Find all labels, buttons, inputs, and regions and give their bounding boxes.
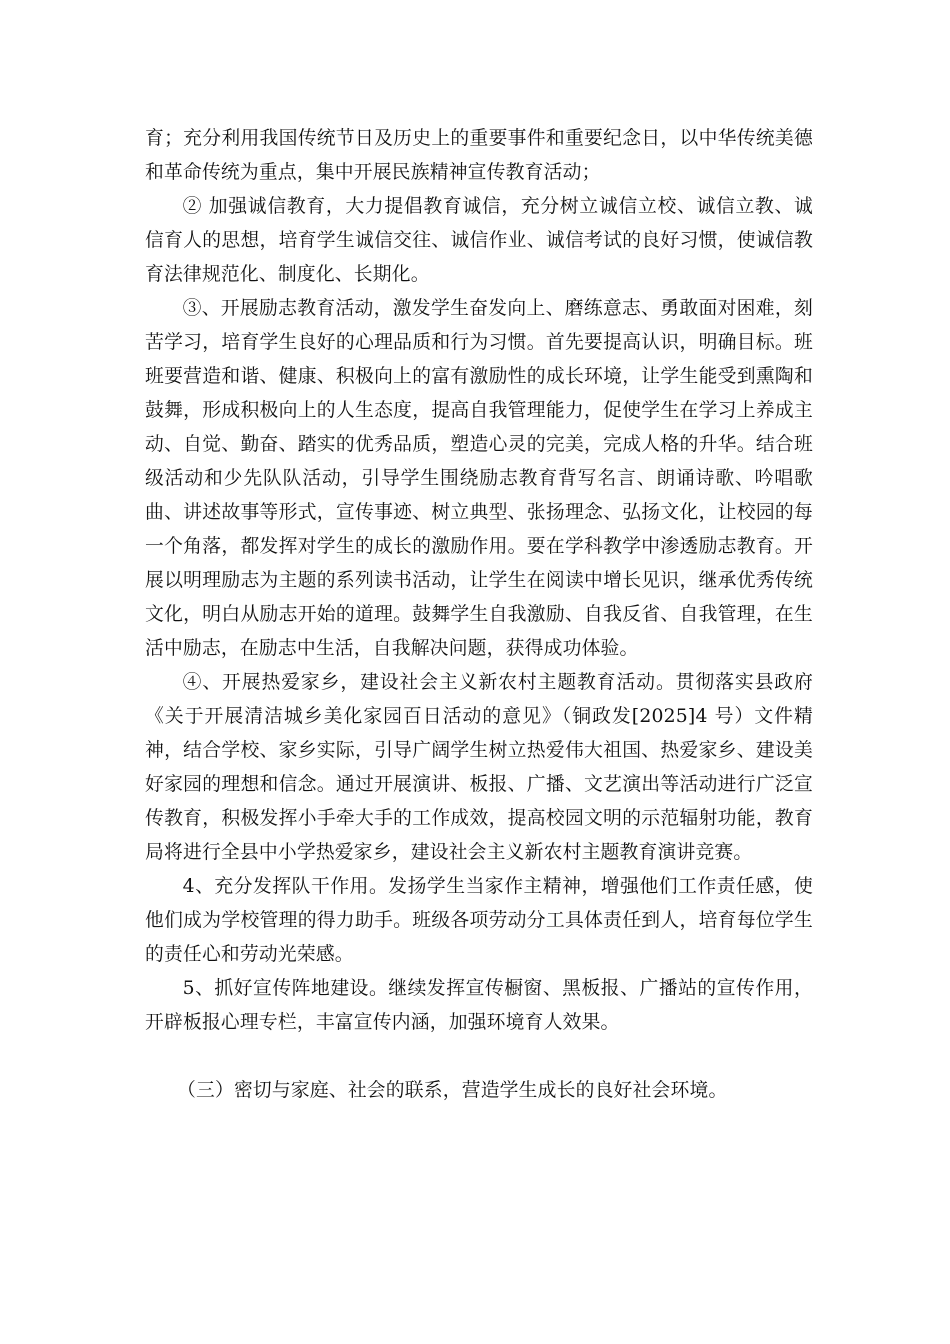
section-heading: （三）密切与家庭、社会的联系，营造学生成长的良好社会环境。 xyxy=(177,1080,728,1101)
paragraph-love-hometown: ④、开展热爱家乡，建设社会主义新农村主题教育活动。贯彻落实县政府《关于开展清洁城乡美化家园百日活动的意见》（铜政发[2025]4 号）文件精神，结合学校、家乡实际，引导广阔学生树立热爱伟大祖国、热爱家乡、建设美好家园的理想和信念。通过开展演讲、板报、广播、文艺演出等活动进行广泛宣传教育，积极发挥小手牵大手的工作成效，提高校园文明的示范辐射功能，教育局将进行全县中小学热爱家乡，建设社会主义新农村主题教育演讲竞赛。 xyxy=(145,672,813,863)
document-body xyxy=(145,122,813,1108)
paragraph-inspiration-education: ③、开展励志教育活动，激发学生奋发向上、磨练意志、勇敢面对困难，刻苦学习，培育学生良好的心理品质和行为习惯。首先要提高认识，明确目标。班班要营造和谐、健康、积极向上的富有激励性的成长环境，让学生能受到熏陶和鼓舞，形成积极向上的人生态度，提高自我管理能力，促使学生在学习上养成主动、自觉、勤奋、踏实的优秀品质，塑造心灵的完美，完成人格的升华。结合班级活动和少先队队活动，引导学生围绕励志教育背写名言、朗诵诗歌、吟唱歌曲、讲述故事等形式，宣传事迹、树立典型、张扬理念、弘扬文化，让校园的每一个角落，都发挥对学生的成长的激励作用。要在学科教学中渗透励志教育。开展以明理励志为主题的系列读书活动，让学生在阅读中增长见识，继承优秀传统文化，明白从励志开始的道理。鼓舞学生自我激励、自我反省、自我管理，在生活中励志，在励志中生活，自我解决问题，获得成功体验。 xyxy=(145,298,813,659)
paragraph-continuation: 育；充分利用我国传统节日及历史上的重要事件和重要纪念日，以中华传统美德和革命传统为重点，集中开展民族精神宣传教育活动； xyxy=(145,128,813,183)
paragraph-integrity-education: ② 加强诚信教育，大力提倡教育诚信，充分树立诚信立校、诚信立教、诚信育人的思想，培育学生诚信交往、诚信作业、诚信考试的良好习惯，使诚信教育法律规范化、制度化、长期化。 xyxy=(145,196,813,285)
paragraph-team-leaders: 4、充分发挥队干作用。发扬学生当家作主精神，增强他们工作责任感，使他们成为学校管理的得力助手。班级各项劳动分工具体责任到人，培育每位学生的责任心和劳动光荣感。 xyxy=(145,876,813,965)
paragraph-publicity: 5、抓好宣传阵地建设。继续发挥宣传橱窗、黑板报、广播站的宣传作用，开辟板报心理专栏，丰富宣传内涵，加强环境育人效果。 xyxy=(145,978,813,1033)
